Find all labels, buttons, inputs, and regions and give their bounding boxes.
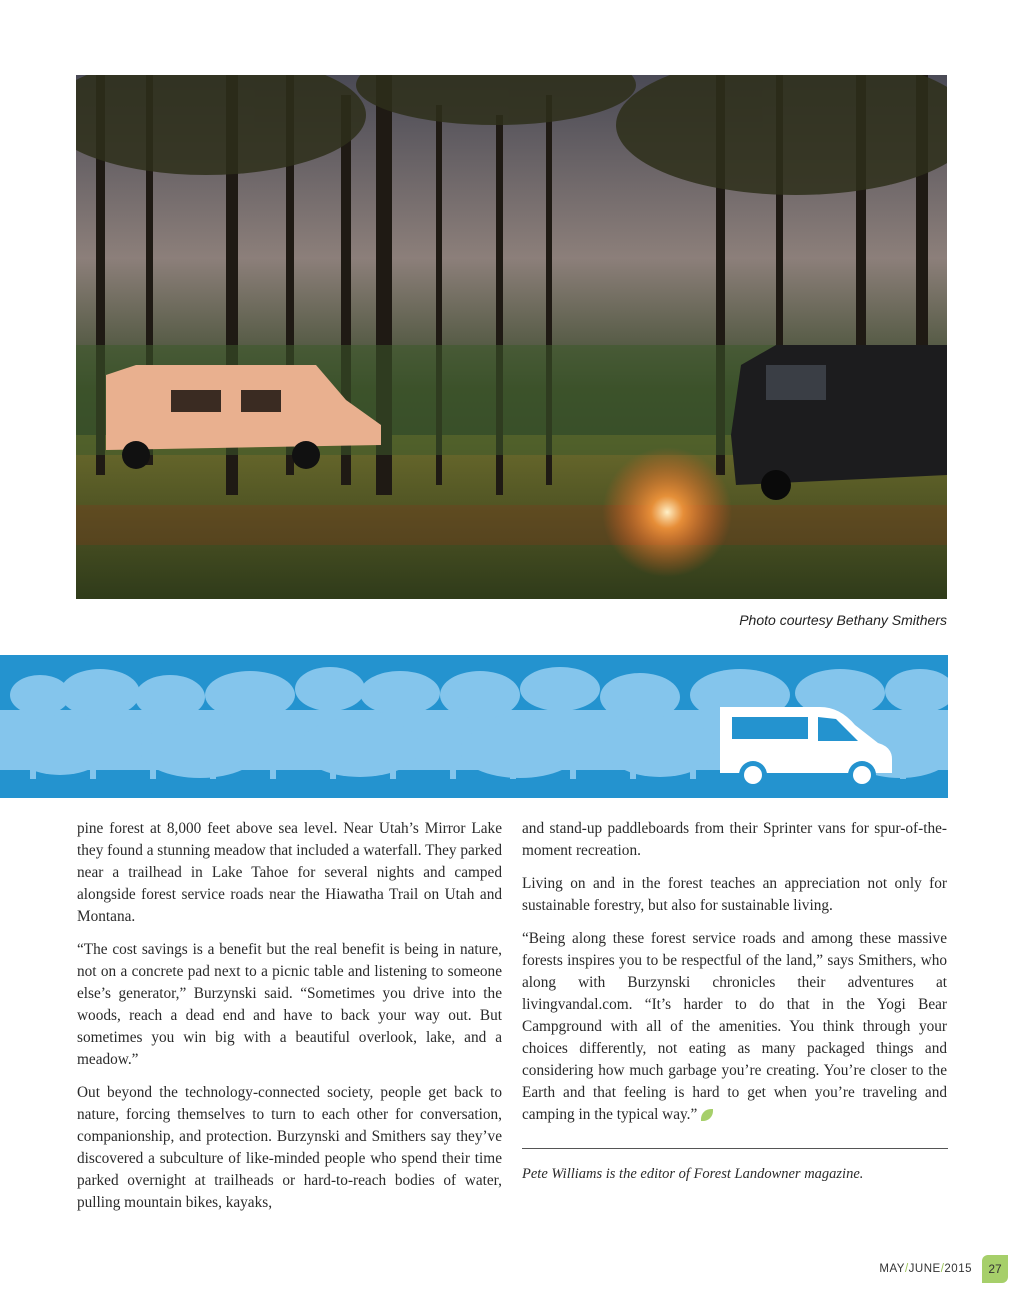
issue-month-b: JUNE	[908, 1263, 941, 1275]
paragraph: and stand-up paddleboards from their Sprinter vans for spur-of-the-moment recreation.	[522, 820, 947, 859]
paragraph: pine forest at 8,000 feet above sea level. Near Utah’s Mirror Lake they found a stunning meadow that included a waterfall. They parked near a trailhead in Lake Tahoe for several nights and camped alongside forest service roads near the Hiawatha Trail on Utah and Montana.	[77, 820, 502, 925]
leaf-icon	[701, 1109, 713, 1121]
paragraph: Out beyond the technology-connected society, people get back to nature, forcing themselves to turn to each other for conversation, companionship, and protection. Burzynski and Smithers say they’ve discovered a subculture of like-minded people who spend their time parked overnight at trailheads or hard-to-reach bodies of water, pulling mountain bikes, kayaks,	[77, 1084, 502, 1211]
date-separator: /	[904, 1263, 909, 1275]
paragraph: “The cost savings is a benefit but the real benefit is being in nature, not on a concrete pad next to a picnic table and listening to someone else’s generator,” Burzynski said. “Sometimes you drive into the woods, reach a dead end and have to back your way out. But sometimes you win big with a beautiful overlook, lake, and a meadow.”	[77, 941, 502, 1068]
article-column-left	[77, 818, 502, 1225]
divider	[522, 1148, 948, 1149]
date-separator: /	[940, 1263, 945, 1275]
issue-date	[879, 1263, 972, 1275]
article-column-right	[522, 818, 947, 1137]
forest-van-banner	[0, 655, 948, 798]
author-bio: Pete Williams is the editor of Forest Landowner magazine.	[522, 1166, 864, 1182]
page-number: 27	[982, 1255, 1008, 1283]
issue-year: 2015	[944, 1263, 972, 1275]
photo-caption: Photo courtesy Bethany Smithers	[739, 612, 947, 628]
paragraph-text: “Being along these forest service roads and among these massive forests inspires you to be respectful of the land,” says Smithers, who along with Burzynski chronicles their adventures at livingvandal.com. “It’s harder to do that in the Yogi Bear Campground with all of the amenities. You think through your choices differently, not eating as many packaged things and considering how much garbage you’re creating. You’re closer to the Earth and that feeling is hard to get when you’re traveling and camping in the typical way.”	[522, 930, 947, 1123]
campsite-photo	[76, 75, 947, 599]
paragraph-last	[522, 928, 947, 1126]
paragraph: Living on and in the forest teaches an appreciation not only for sustainable forestry, but also for sustainable living.	[522, 875, 947, 914]
issue-month-a: MAY	[879, 1263, 905, 1275]
